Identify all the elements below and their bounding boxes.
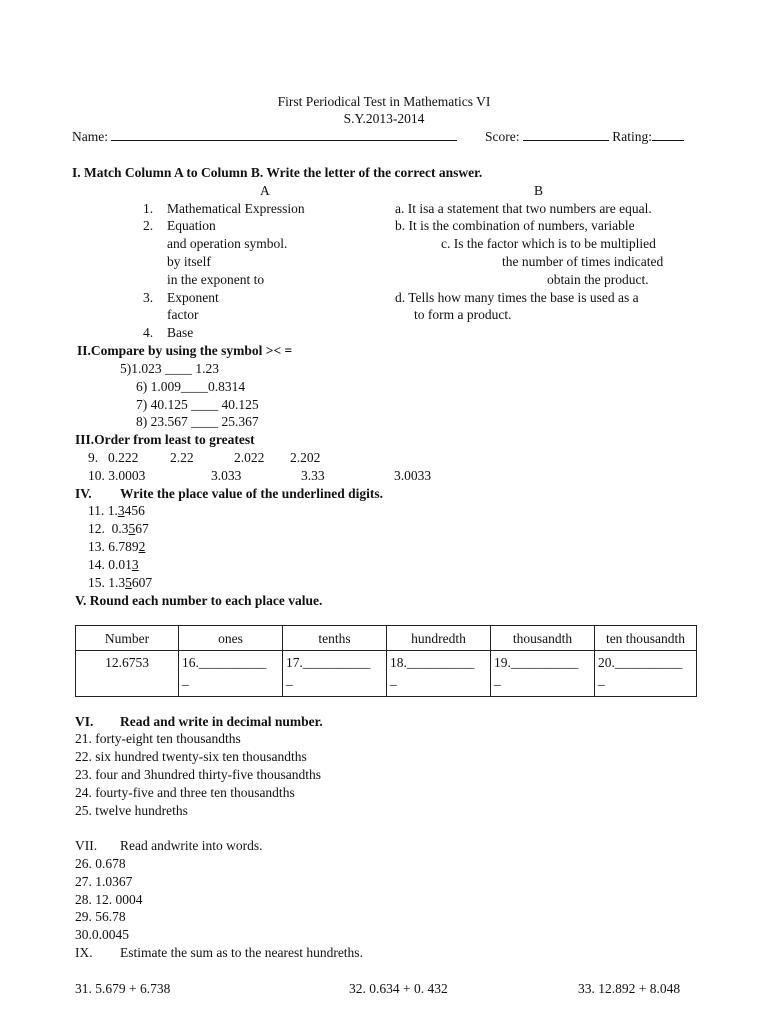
section-vii-heading: Read andwrite into words. — [120, 838, 263, 853]
list-item: 32. 0.634 + 0. 432 — [349, 981, 448, 996]
table-header-cell: tenths — [283, 626, 387, 651]
list-item: 15. 1.35607 — [88, 575, 153, 590]
order-value: 3.033 — [211, 468, 242, 483]
underlined-digit: 5 — [128, 521, 136, 536]
choice-c-line3: obtain the product. — [547, 272, 649, 287]
list-item: 8) 23.567 ____ 25.367 — [136, 414, 259, 429]
list-item: 23. four and 3hundred thirty-five thousandths — [75, 767, 321, 782]
section-v-heading: V. Round each number to each place value. — [75, 593, 323, 608]
section-ix-heading: Estimate the sum as to the nearest hundreths. — [120, 945, 363, 960]
score-blank[interactable] — [523, 128, 609, 141]
table-header-cell: thousandth — [491, 626, 595, 651]
list-item: 30.0.0045 — [75, 927, 129, 942]
section-ii-heading: II.Compare by using the symbol >< = — [77, 343, 293, 358]
rating-blank[interactable] — [652, 128, 684, 141]
list-item: 6) 1.009____0.8314 — [136, 379, 246, 394]
list-item: 12. 0.3567 — [88, 521, 149, 536]
section-i-heading: I. Match Column A to Column B. Write the letter of the correct answer. — [72, 165, 483, 180]
list-item: 26. 0.678 — [75, 856, 126, 871]
table-header-cell: ones — [179, 626, 283, 651]
item-number: 4. — [143, 325, 154, 340]
choice-d: d. Tells how many times the base is used as a — [395, 290, 639, 305]
answer-cell[interactable]: 17.__________ _ — [283, 651, 387, 697]
choice-a: a. It isa a statement that two numbers are equal. — [395, 201, 652, 216]
table-header-row — [76, 626, 697, 651]
section-vi-heading: Read and write in decimal number. — [120, 714, 323, 729]
section-ix-number: IX. — [75, 945, 93, 960]
section-iii-heading: III.Order from least to greatest — [75, 432, 255, 447]
item-number: 9. — [88, 450, 99, 465]
item-text: Mathematical Expression — [167, 201, 305, 216]
answer-cell[interactable]: 18.__________ _ — [387, 651, 491, 697]
column-b-label: B — [534, 183, 544, 198]
choice-c: c. Is the factor which is to be multiplied — [441, 236, 656, 251]
order-value: 2.22 — [170, 450, 194, 465]
table-header-cell: hundredth — [387, 626, 491, 651]
order-value: 2.022 — [234, 450, 265, 465]
section-iv-heading: Write the place value of the underlined digits. — [120, 486, 383, 501]
score-line — [485, 128, 684, 145]
item-text: by itself — [167, 254, 211, 269]
list-item: 31. 5.679 + 6.738 — [75, 981, 171, 996]
order-value: 3.33 — [301, 468, 325, 483]
choice-b: b. It is the combination of numbers, variable — [395, 218, 635, 233]
list-item: 27. 1.0367 — [75, 874, 133, 889]
item-text: and operation symbol. — [167, 236, 288, 251]
underlined-digit: 3 — [117, 503, 125, 518]
order-value: 10. 3.0003 — [88, 468, 146, 483]
section-iv-number: IV. — [75, 486, 92, 501]
item-text: Base — [167, 325, 194, 340]
number-cell: 12.6753 — [76, 651, 179, 697]
name-label: Name: — [72, 129, 108, 144]
rating-label: Rating: — [612, 129, 652, 144]
section-vi-number: VI. — [75, 714, 94, 729]
answer-cell[interactable]: 20.__________ _ — [595, 651, 697, 697]
school-year: S.Y.2013-2014 — [343, 111, 425, 126]
item-text: factor — [167, 307, 199, 322]
order-value: 3.0033 — [394, 468, 432, 483]
section-vii-number: VII. — [75, 838, 98, 853]
answer-cell[interactable]: 19.__________ _ — [491, 651, 595, 697]
item-number: 3. — [143, 290, 154, 305]
underlined-digit: 2 — [138, 539, 146, 554]
score-label: Score: — [485, 129, 520, 144]
table-header-cell: ten thousandth — [595, 626, 697, 651]
choice-d-line2: to form a product. — [414, 307, 512, 322]
list-item: 13. 6.7892 — [88, 539, 146, 554]
list-item: 25. twelve hundreths — [75, 803, 188, 818]
underlined-digit: 3 — [131, 557, 139, 572]
table-header-cell: Number — [76, 626, 179, 651]
list-item: 14. 0.013 — [88, 557, 139, 572]
item-number: 1. — [143, 201, 154, 216]
list-item: 28. 12. 0004 — [75, 892, 143, 907]
order-value: 0.222 — [108, 450, 139, 465]
order-value: 2.202 — [290, 450, 321, 465]
item-text: in the exponent to — [167, 272, 265, 287]
list-item: 21. forty-eight ten thousandths — [75, 731, 241, 746]
list-item: 24. fourty-five and three ten thousandths — [75, 785, 295, 800]
list-item: 7) 40.125 ____ 40.125 — [136, 397, 259, 412]
choice-c-line2: the number of times indicated — [502, 254, 664, 269]
table-row — [76, 651, 697, 697]
item-number: 2. — [143, 218, 154, 233]
list-item: 11. 1.3456 — [88, 503, 145, 518]
item-text: Exponent — [167, 290, 219, 305]
answer-cell[interactable]: 16.__________ _ — [179, 651, 283, 697]
rounding-table — [75, 625, 697, 697]
column-a-label: A — [260, 183, 270, 198]
list-item: 33. 12.892 + 8.048 — [578, 981, 681, 996]
test-title: First Periodical Test in Mathematics VI — [277, 94, 491, 109]
list-item: 5)1.023 ____ 1.23 — [120, 361, 219, 376]
name-blank[interactable] — [111, 128, 457, 141]
item-text: Equation — [167, 218, 216, 233]
name-line — [72, 128, 457, 145]
underlined-digit: 5 — [125, 575, 132, 590]
list-item: 29. 56.78 — [75, 909, 126, 924]
list-item: 22. six hundred twenty-six ten thousandths — [75, 749, 307, 764]
